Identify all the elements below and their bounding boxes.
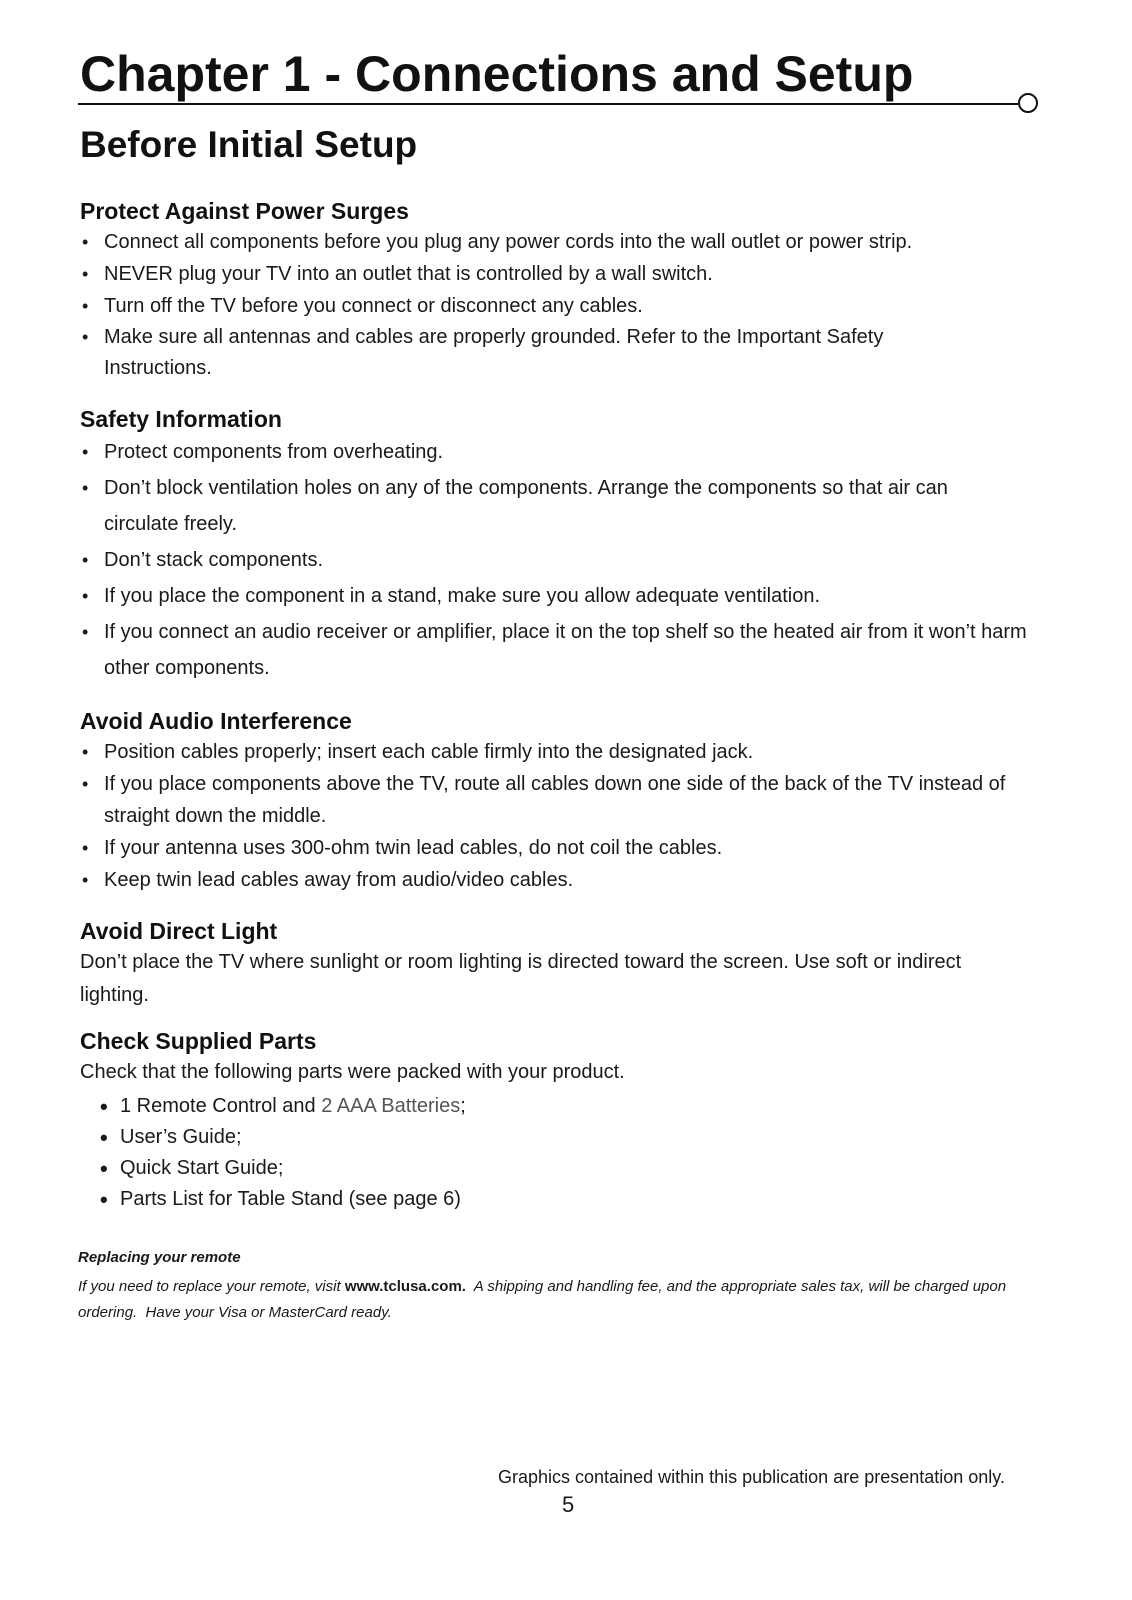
footer-note: Graphics contained within this publication are presentation only.: [498, 1467, 1005, 1487]
list-item: • If you connect an audio receiver or amplifier, place it on the top shelf so the heated air from it won’t harm other components.: [80, 614, 1055, 686]
note-text-after: A shipping and handling fee, and the appropriate sales tax, will be charged upon ordering. Have your Visa or MasterCard ready.: [78, 1278, 1011, 1321]
light-heading: Avoid Direct Light: [80, 918, 278, 944]
list-item: • Position cables properly; insert each cable firmly into the designated jack.: [80, 736, 1055, 768]
parts-intro: Check that the following parts were packed with your product.: [80, 1061, 625, 1083]
list-item: • Make sure all antennas and cables are properly grounded. Refer to the Important Safety Instructions.: [80, 322, 954, 384]
power-heading: Protect Against Power Surges: [80, 198, 409, 224]
list-item: • Keep twin lead cables away from audio/video cables.: [80, 864, 1055, 896]
parts-heading: Check Supplied Parts: [80, 1028, 317, 1054]
list-item: • Protect components from overheating.: [80, 434, 1055, 470]
list-item: • If your antenna uses 300-ohm twin lead cables, do not coil the cables.: [80, 832, 1055, 864]
parts-list: [100, 1091, 1055, 1215]
page-number: 5: [562, 1492, 575, 1517]
parts-item-suffix: ;: [460, 1095, 466, 1117]
section-title: Before Initial Setup: [80, 124, 418, 165]
list-item: • User’s Guide;: [100, 1122, 1055, 1153]
list-item: • NEVER plug your TV into an outlet that is controlled by a wall switch.: [80, 258, 1055, 290]
power-list: [80, 226, 1055, 384]
list-item: • Don’t block ventilation holes on any of the components. Arrange the components so that air can circulate freely.: [80, 470, 1024, 542]
list-item: • Quick Start Guide;: [100, 1153, 1055, 1184]
list-item: • If you place components above the TV, route all cables down one side of the back of the TV instead of straight down the middle.: [80, 768, 1055, 832]
website-link[interactable]: www.tclusa.com.: [344, 1278, 466, 1295]
audio-heading: Avoid Audio Interference: [80, 708, 352, 734]
list-item: • Turn off the TV before you connect or disconnect any cables.: [80, 290, 1055, 322]
safety-list: [80, 434, 1055, 686]
list-item: • Connect all components before you plug any power cords into the wall outlet or power strip.: [80, 226, 1055, 258]
light-text: Don’t place the TV where sunlight or room lighting is directed toward the screen. Use soft or indirect lighting.: [80, 951, 962, 1006]
chapter-title: Chapter 1 - Connections and Setup: [80, 46, 914, 102]
parts-item-batteries: 2 AAA Batteries: [321, 1095, 461, 1117]
list-item: [100, 1091, 1055, 1122]
chapter-rule: [78, 103, 1018, 105]
note-body: [78, 1274, 1053, 1326]
chapter-rule-end-circle: [1018, 93, 1038, 113]
list-item: • Parts List for Table Stand (see page 6): [100, 1184, 1055, 1215]
list-item: • Don’t stack components.: [80, 542, 1055, 578]
safety-heading: Safety Information: [80, 406, 282, 432]
list-item: • If you place the component in a stand, make sure you allow adequate ventilation.: [80, 578, 1055, 614]
note-text-before: If you need to replace your remote, visit: [78, 1278, 345, 1295]
audio-list: [80, 736, 1055, 896]
content: [80, 196, 1055, 1215]
note-title: Replacing your remote: [78, 1249, 241, 1266]
replacement-note: [78, 1248, 1053, 1326]
parts-item-prefix: 1 Remote Control and: [120, 1095, 322, 1117]
